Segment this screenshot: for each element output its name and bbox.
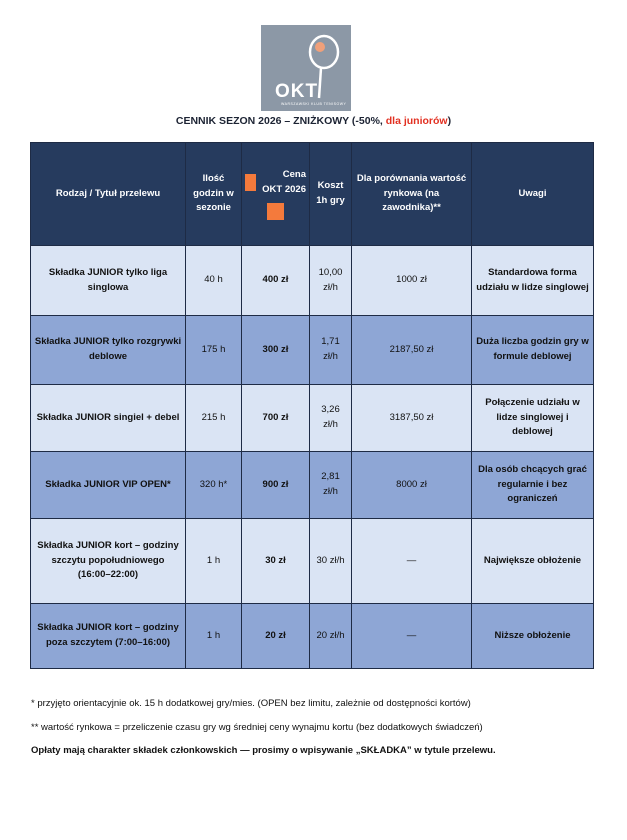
orange-square-icon bbox=[245, 174, 256, 191]
footnote-2: ** wartość rynkowa = przeliczenie czasu gry wg średniej ceny wynajmu kortu (bez dodatkowych świadczeń) bbox=[31, 721, 483, 733]
cell-cost: 3,26 zł/h bbox=[310, 385, 352, 452]
cell-price: 300 zł bbox=[242, 316, 310, 385]
cell-price: 900 zł bbox=[242, 452, 310, 519]
cell-market: 2187,50 zł bbox=[352, 316, 472, 385]
table-row bbox=[31, 604, 594, 669]
title-highlight: dla juniorów bbox=[385, 115, 448, 127]
table-row bbox=[31, 385, 594, 452]
cell-cost: 10,00 zł/h bbox=[310, 246, 352, 316]
orange-square-icon bbox=[267, 203, 284, 220]
header-hours: Ilość godzin w sezonie bbox=[186, 143, 242, 246]
cell-price: 30 zł bbox=[242, 519, 310, 604]
header-cost: Koszt 1h gry bbox=[310, 143, 352, 246]
table-header-row bbox=[31, 143, 594, 246]
cell-note: Największe obłożenie bbox=[472, 519, 594, 604]
cell-price: 700 zł bbox=[242, 385, 310, 452]
footnote-1: * przyjęto orientacyjnie ok. 15 h dodatkowej gry/mies. (OPEN bez limitu, zależnie od dostępności kortów) bbox=[31, 698, 471, 709]
cell-note: Duża liczba godzin gry w formule deblowej bbox=[472, 316, 594, 385]
cell-market: 3187,50 zł bbox=[352, 385, 472, 452]
cell-note: Niższe obłożenie bbox=[472, 604, 594, 669]
cell-market: 8000 zł bbox=[352, 452, 472, 519]
header-price bbox=[242, 143, 310, 246]
cell-type: Składka JUNIOR VIP OPEN* bbox=[31, 452, 186, 519]
price-table bbox=[30, 142, 594, 669]
footnotes bbox=[31, 697, 581, 768]
page-title bbox=[0, 115, 627, 127]
title-close: ) bbox=[447, 115, 452, 127]
cell-hours: 1 h bbox=[186, 519, 242, 604]
table-row bbox=[31, 246, 594, 316]
cell-cost: 20 zł/h bbox=[310, 604, 352, 669]
cell-note: Połączenie udziału w lidze singlowej i deblowej bbox=[472, 385, 594, 452]
cell-note: Standardowa forma udziału w lidze singlowej bbox=[472, 246, 594, 316]
header-type: Rodzaj / Tytuł przelewu bbox=[31, 143, 186, 246]
cell-type: Składka JUNIOR kort – godziny poza szczytem (7:00–16:00) bbox=[31, 604, 186, 669]
header-price-label: Cena OKT 2026 bbox=[262, 168, 306, 195]
header-notes: Uwagi bbox=[472, 143, 594, 246]
cell-type: Składka JUNIOR kort – godziny szczytu popołudniowego (16:00–22:00) bbox=[31, 519, 186, 604]
title-main: CENNIK SEZON 2026 – ZNIŻKOWY (-50%, bbox=[175, 115, 386, 127]
cell-market: 1000 zł bbox=[352, 246, 472, 316]
cell-market: — bbox=[352, 604, 472, 669]
cell-cost: 1,71 zł/h bbox=[310, 316, 352, 385]
cell-cost: 2,81 zł/h bbox=[310, 452, 352, 519]
closing-note: Opłaty mają charakter składek członkowskich — prosimy o wpisywanie „SKŁADKA” w tytule przelewu. bbox=[31, 745, 496, 757]
cell-hours: 1 h bbox=[186, 604, 242, 669]
cell-hours: 175 h bbox=[186, 316, 242, 385]
cell-cost: 30 zł/h bbox=[310, 519, 352, 604]
table-row bbox=[31, 452, 594, 519]
cell-price: 400 zł bbox=[242, 246, 310, 316]
cell-hours: 320 h* bbox=[186, 452, 242, 519]
cell-type: Składka JUNIOR tylko liga singlowa bbox=[31, 246, 186, 316]
cell-price: 20 zł bbox=[242, 604, 310, 669]
logo-brand: OKT bbox=[275, 81, 319, 102]
cell-note: Dla osób chcących grać regularnie i bez ograniczeń bbox=[472, 452, 594, 519]
cell-hours: 40 h bbox=[186, 246, 242, 316]
cell-market: — bbox=[352, 519, 472, 604]
table-row bbox=[31, 316, 594, 385]
cell-type: Składka JUNIOR tylko rozgrywki deblowe bbox=[31, 316, 186, 385]
cell-type: Składka JUNIOR singiel + debel bbox=[31, 385, 186, 452]
cell-hours: 215 h bbox=[186, 385, 242, 452]
table-row bbox=[31, 519, 594, 604]
club-logo bbox=[261, 25, 351, 111]
header-market: Dla porównania wartość rynkowa (na zawodnika)** bbox=[352, 143, 472, 246]
logo-tagline: WARSZAWSKI KLUB TENISOWY bbox=[281, 102, 347, 106]
